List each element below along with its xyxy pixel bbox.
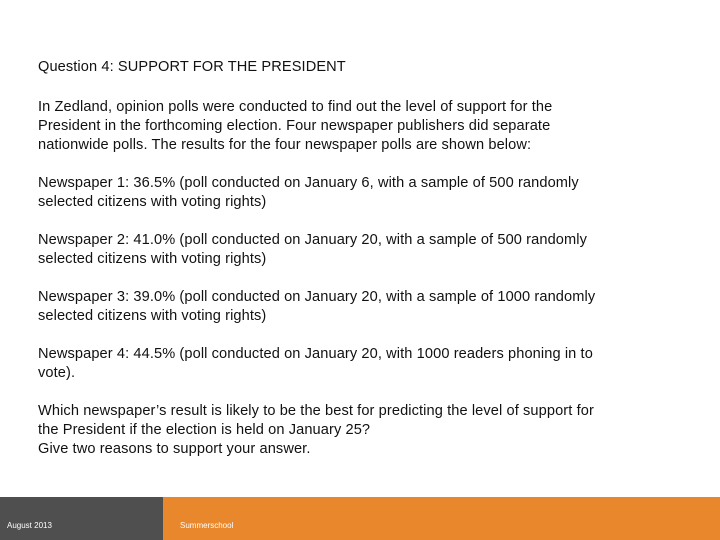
newspaper-3-result: [38, 288, 678, 326]
newspaper-3-line-2: selected citizens with voting rights): [38, 308, 267, 324]
footer-bar: [0, 497, 720, 540]
newspaper-2-line-2: selected citizens with voting rights): [38, 251, 267, 267]
newspaper-4-line-2: vote).: [38, 365, 76, 381]
intro-line-2: President in the forthcoming election. Four newspaper publishers did separate: [38, 118, 551, 134]
newspaper-3-line-1: Newspaper 3: 39.0% (poll conducted on January 20, with a sample of 1000 randomly: [38, 289, 596, 305]
intro-line-1: In Zedland, opinion polls were conducted to find out the level of support for the: [38, 99, 553, 115]
question-title: Question 4: SUPPORT FOR THE PRESIDENT: [38, 59, 346, 75]
newspaper-1-line-1: Newspaper 1: 36.5% (poll conducted on January 6, with a sample of 500 randomly: [38, 175, 579, 191]
newspaper-4-result: [38, 345, 678, 383]
question-line-2: the President if the election is held on January 25?: [38, 422, 371, 438]
question-prompt: [38, 402, 678, 459]
newspaper-2-line-1: Newspaper 2: 41.0% (poll conducted on January 20, with a sample of 500 randomly: [38, 232, 587, 248]
question-line-3: Give two reasons to support your answer.: [38, 441, 311, 457]
question-line-1: Which newspaper’s result is likely to be the best for predicting the level of support for: [38, 403, 594, 419]
footer-label: Summerschool: [180, 521, 234, 530]
newspaper-1-result: [38, 174, 678, 212]
newspaper-1-line-2: selected citizens with voting rights): [38, 194, 267, 210]
intro-line-3: nationwide polls. The results for the four newspaper polls are shown below:: [38, 137, 532, 153]
footer-date-panel: [0, 497, 163, 540]
newspaper-2-result: [38, 231, 678, 269]
newspaper-4-line-1: Newspaper 4: 44.5% (poll conducted on January 20, with 1000 readers phoning in to: [38, 346, 593, 362]
question-content: [38, 58, 678, 459]
footer-date: August 2013: [7, 521, 52, 530]
intro-paragraph: [38, 98, 678, 155]
